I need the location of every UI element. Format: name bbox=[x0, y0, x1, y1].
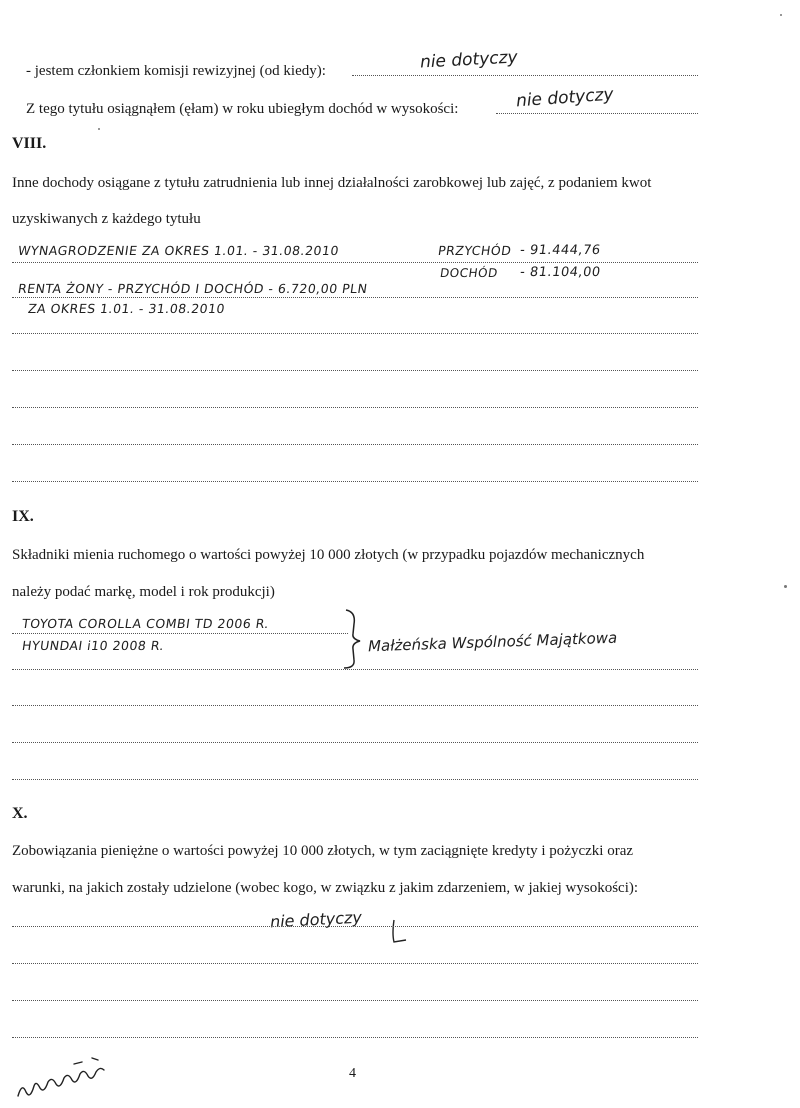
section-8-pension-period: ZA OKRES 1.01. - 31.08.2010 bbox=[27, 301, 227, 316]
scan-speck bbox=[780, 14, 782, 16]
income-dotted-line bbox=[496, 113, 698, 114]
section-10-number: X. bbox=[12, 805, 28, 822]
section-9-dotted-line bbox=[12, 633, 348, 634]
section-10-answer: nie dotyczy bbox=[269, 907, 363, 932]
section-9-dotted-line bbox=[12, 705, 698, 706]
section-8-description-2: uzyskiwanych z każdego tytułu bbox=[12, 211, 201, 227]
section-8-income-label: PRZYCHÓD bbox=[437, 243, 513, 258]
income-answer: nie dotyczy bbox=[515, 84, 615, 112]
section-8-description-1: Inne dochody osiągane z tytułu zatrudnienia lub innej działalności zarobkowej lub zajęć, z podaniem kwot bbox=[12, 175, 652, 191]
section-10-description-1: Zobowiązania pieniężne o wartości powyżej 10 000 złotych, w tym zaciągnięte kredyty i pożyczki oraz bbox=[12, 843, 634, 859]
section-8-dotted-line bbox=[12, 481, 698, 482]
section-8-dotted-line bbox=[12, 370, 698, 371]
page-number: 4 bbox=[349, 1066, 356, 1081]
section-8-dotted-line bbox=[12, 333, 698, 334]
section-9-dotted-line bbox=[12, 742, 698, 743]
section-10-dotted-line bbox=[12, 963, 698, 964]
handwritten-stroke-icon bbox=[380, 918, 410, 948]
section-8-net-label: DOCHÓD bbox=[439, 266, 499, 280]
audit-committee-answer: nie dotyczy bbox=[419, 47, 519, 73]
scan-speck bbox=[98, 128, 100, 130]
audit-committee-dotted-line bbox=[352, 75, 698, 76]
section-9-vehicle-2: HYUNDAI i10 2008 R. bbox=[21, 638, 166, 653]
section-9-description-1: Składniki mienia ruchomego o wartości powyżej 10 000 złotych (w przypadku pojazdów mechanicznych bbox=[12, 547, 645, 563]
section-9-vehicle-1: TOYOTA COROLLA COMBI TD 2006 R. bbox=[21, 616, 271, 631]
section-10-dotted-line bbox=[12, 1037, 698, 1038]
section-8-number: VIII. bbox=[12, 135, 47, 152]
income-label: Z tego tytułu osiągnąłem (ęłam) w roku ubiegłym dochód w wysokości: bbox=[26, 101, 459, 117]
signature-initials-icon bbox=[14, 1052, 124, 1104]
section-10-dotted-line bbox=[12, 926, 698, 927]
section-8-pension-entry: RENTA ŻONY - PRZYCHÓD I DOCHÓD - 6.720,00 PLN bbox=[17, 281, 369, 296]
scan-speck bbox=[784, 585, 787, 588]
section-10-dotted-line bbox=[12, 1000, 698, 1001]
section-9-ownership-note: Małżeńska Wspólność Majątkowa bbox=[367, 628, 618, 656]
section-10-description-2: warunki, na jakich zostały udzielone (wobec kogo, w związku z jakim zdarzeniem, w jakiej wysokości): bbox=[12, 880, 639, 896]
section-9-number: IX. bbox=[12, 508, 34, 525]
section-8-salary-entry: WYNAGRODZENIE ZA OKRES 1.01. - 31.08.2010 bbox=[17, 243, 340, 258]
section-8-dotted-line bbox=[12, 407, 698, 408]
section-8-dotted-line bbox=[12, 297, 698, 298]
curly-brace-icon bbox=[340, 608, 368, 670]
section-9-dotted-line bbox=[12, 779, 698, 780]
section-8-net-value: - 81.104,00 bbox=[519, 265, 602, 280]
section-8-income-value: - 91.444,76 bbox=[519, 243, 602, 258]
section-8-dotted-line bbox=[12, 262, 698, 263]
section-9-description-2: należy podać markę, model i rok produkcji) bbox=[12, 584, 275, 600]
section-9-dotted-line bbox=[12, 669, 698, 670]
audit-committee-label: - jestem członkiem komisji rewizyjnej (od kiedy): bbox=[26, 63, 326, 79]
section-8-dotted-line bbox=[12, 444, 698, 445]
